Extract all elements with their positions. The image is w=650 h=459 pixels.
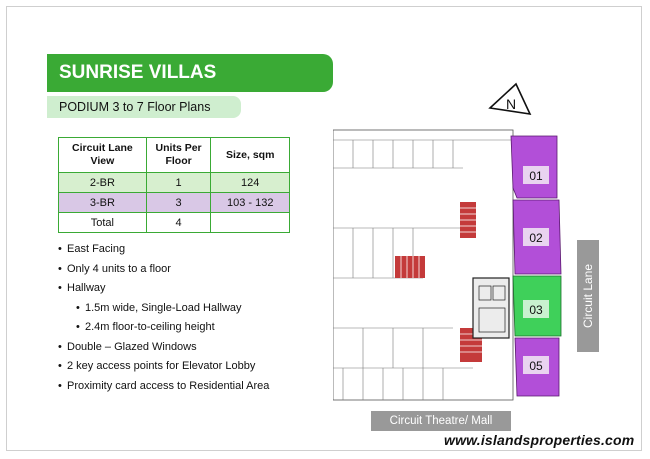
compass-icon [486,80,534,120]
list-item [58,318,269,338]
bullet-icon: • [58,340,62,353]
table-cell: 103 - 132 [211,193,290,213]
table-cell: 3-BR [59,193,147,213]
page-title: SUNRISE VILLAS [47,54,333,92]
list-item [58,240,269,260]
circuit-lane-label [577,240,599,352]
table-cell: Total [59,213,147,233]
circuit-lane-text: Circuit Lane [581,263,595,329]
table-header: Circuit Lane View [59,138,147,173]
list-item [58,279,269,299]
bullet-icon: • [76,321,80,333]
floor-plan [333,128,578,408]
table-row [59,193,290,213]
bullet-icon: • [58,360,62,372]
bullet-icon: • [58,243,62,255]
watermark: www.islandsproperties.com [444,432,635,448]
table-header: Size, sqm [211,138,290,173]
list-item [58,299,269,319]
table-cell: 4 [146,213,211,233]
unit-02-label: 02 [529,231,543,245]
list-item-text: Double – Glazed Windows [67,340,197,353]
list-item [58,260,269,280]
feature-list [58,240,269,396]
compass-label: N [505,96,517,112]
unit-01-label: 01 [529,169,543,183]
table-cell: 2-BR [59,173,147,193]
table-cell: 124 [211,173,290,193]
unit-table [58,137,290,233]
table-row [59,173,290,193]
bullet-icon: • [58,262,62,275]
page-subtitle: PODIUM 3 to 7 Floor Plans [47,96,241,118]
table-cell [211,213,290,233]
list-item-text: 1.5m wide, Single-Load Hallway [85,301,242,314]
list-item-text: 2 key access points for Elevator Lobby [67,360,256,372]
table-cell: 1 [146,173,211,193]
list-item-text: East Facing [67,243,126,255]
bullet-icon: • [58,379,62,392]
bullet-icon: • [76,301,80,314]
table-header: Units Per Floor [146,138,211,173]
table-header-row [59,138,290,173]
table-cell: 3 [146,193,211,213]
list-item-text: 2.4m floor-to-ceiling height [85,321,215,333]
list-item [58,377,269,397]
list-item-text: Only 4 units to a floor [67,262,171,275]
list-item [58,357,269,377]
circuit-theatre-label: Circuit Theatre/ Mall [371,411,511,431]
bullet-icon: • [58,282,62,294]
unit-05-label: 05 [529,359,543,373]
list-item-text: Hallway [67,282,106,294]
list-item-text: Proximity card access to Residential Area [67,379,270,392]
list-item [58,338,269,358]
table-row [59,213,290,233]
unit-03-label: 03 [529,303,543,317]
